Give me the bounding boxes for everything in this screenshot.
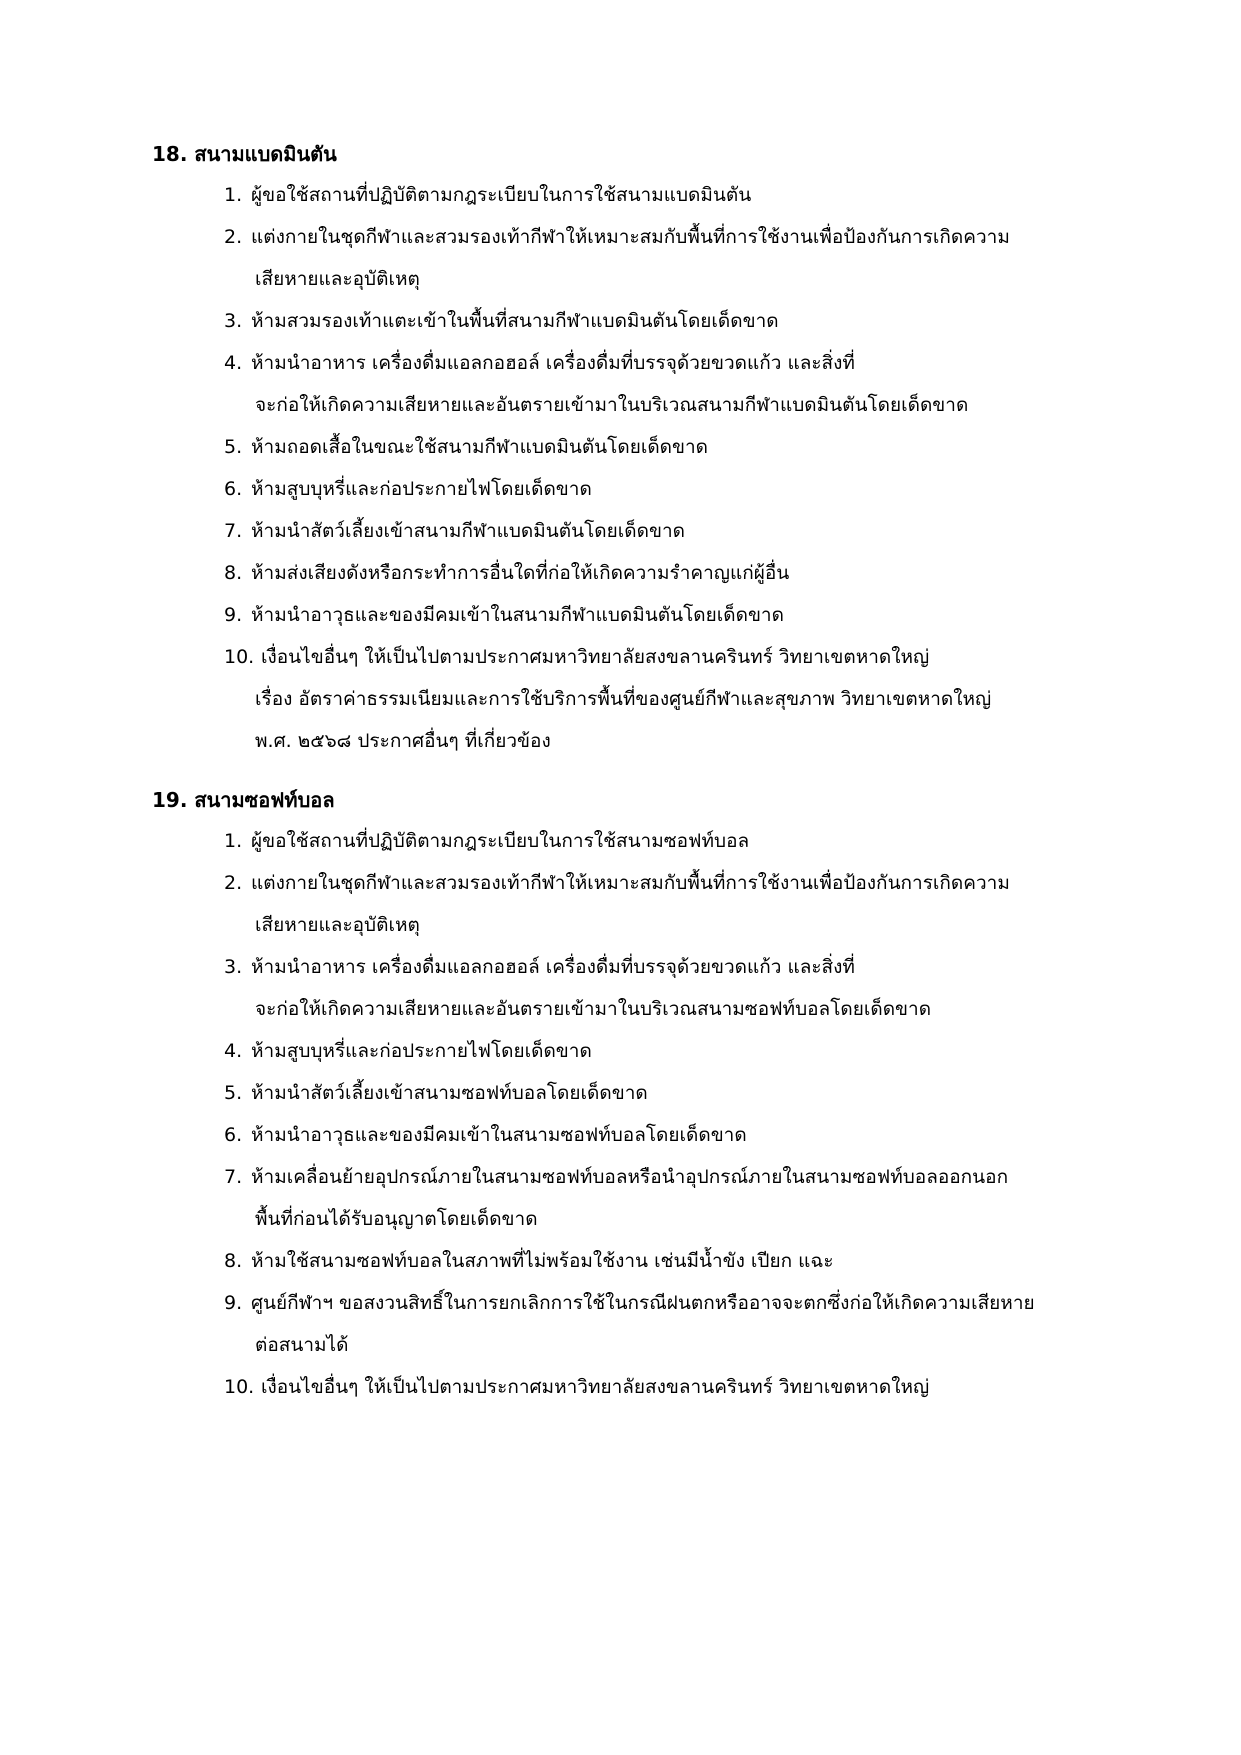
rule-number: 9. bbox=[224, 604, 243, 626]
rule-number: 5. bbox=[224, 436, 243, 458]
rule-text: ห้ามนำอาวุธและของมีคมเข้าในสนามซอฟท์บอลโดยเด็ดขาด bbox=[251, 1124, 747, 1146]
rule-number: 2. bbox=[224, 872, 243, 894]
rule-number: 6. bbox=[224, 1124, 243, 1146]
rule-number: 8. bbox=[224, 562, 243, 584]
rule-number: 10. bbox=[224, 646, 255, 668]
rule-text-continuation: จะก่อให้เกิดความเสียหายและอันตรายเข้ามาในบริเวณสนามซอฟท์บอลโดยเด็ดขาด bbox=[255, 998, 932, 1020]
rule-text: ผู้ขอใช้สถานที่ปฏิบัติตามกฎระเบียบในการใช้สนามซอฟท์บอล bbox=[251, 830, 750, 852]
rule-number: 8. bbox=[224, 1250, 243, 1272]
rule-number: 5. bbox=[224, 1082, 243, 1104]
rule-text-continuation: จะก่อให้เกิดความเสียหายและอันตรายเข้ามาในบริเวณสนามกีฬาแบดมินตันโดยเด็ดขาด bbox=[255, 394, 969, 416]
rule-number: 3. bbox=[224, 310, 243, 332]
rule-number: 6. bbox=[224, 478, 243, 500]
rule-number: 1. bbox=[224, 830, 243, 852]
rule-text: ห้ามสูบบุหรี่และก่อประกายไฟโดยเด็ดขาด bbox=[251, 1040, 592, 1062]
rule-text: ห้ามสวมรองเท้าแตะเข้าในพื้นที่สนามกีฬาแบดมินตันโดยเด็ดขาด bbox=[251, 310, 779, 332]
rule-text: แต่งกายในชุดกีฬาและสวมรองเท้ากีฬาให้เหมาะสมกับพื้นที่การใช้งานเพื่อป้องกันการเกิดความ bbox=[251, 226, 1010, 248]
rule-text: เงื่อนไขอื่นๆ ให้เป็นไปตามประกาศมหาวิทยาลัยสงขลานครินทร์ วิทยาเขตหาดใหญ่ bbox=[261, 646, 930, 668]
rule-text: ห้ามส่งเสียงดังหรือกระทำการอื่นใดที่ก่อให้เกิดความรำคาญแก่ผู้อื่น bbox=[251, 562, 790, 584]
rule-text: ห้ามนำอาหาร เครื่องดื่มแอลกอฮอล์ เครื่องดื่มที่บรรจุด้วยขวดแก้ว และสิ่งที่ bbox=[251, 956, 855, 978]
rule-text-continuation: พื้นที่ก่อนได้รับอนุญาตโดยเด็ดขาด bbox=[255, 1208, 538, 1230]
rule-text: เงื่อนไขอื่นๆ ให้เป็นไปตามประกาศมหาวิทยาลัยสงขลานครินทร์ วิทยาเขตหาดใหญ่ bbox=[261, 1376, 930, 1398]
rule-text: ห้ามเคลื่อนย้ายอุปกรณ์ภายในสนามซอฟท์บอลหรือนำอุปกรณ์ภายในสนามซอฟท์บอลออกนอก bbox=[251, 1166, 1009, 1188]
rule-number: 7. bbox=[224, 520, 243, 542]
rule-text: ห้ามนำอาหาร เครื่องดื่มแอลกอฮอล์ เครื่องดื่มที่บรรจุด้วยขวดแก้ว และสิ่งที่ bbox=[251, 352, 855, 374]
rule-number: 7. bbox=[224, 1166, 243, 1188]
rule-text-continuation: เรื่อง อัตราค่าธรรมเนียมและการใช้บริการพื้นที่ของศูนย์กีฬาและสุขภาพ วิทยาเขตหาดใหญ่ bbox=[255, 688, 992, 710]
rule-number: 4. bbox=[224, 1040, 243, 1062]
rule-text: แต่งกายในชุดกีฬาและสวมรองเท้ากีฬาให้เหมาะสมกับพื้นที่การใช้งานเพื่อป้องกันการเกิดความ bbox=[251, 872, 1010, 894]
rule-text: ห้ามนำสัตว์เลี้ยงเข้าสนามกีฬาแบดมินตันโดยเด็ดขาด bbox=[251, 520, 685, 542]
rule-text: ศูนย์กีฬาฯ ขอสงวนสิทธิ์ในการยกเลิกการใช้ในกรณีฝนตกหรืออาจจะตกซึ่งก่อให้เกิดความเสียหาย bbox=[251, 1292, 1035, 1314]
section-title: 18. สนามแบดมินตัน bbox=[152, 142, 337, 166]
rule-text: ห้ามสูบบุหรี่และก่อประกายไฟโดยเด็ดขาด bbox=[251, 478, 592, 500]
rule-number: 2. bbox=[224, 226, 243, 248]
rule-number: 1. bbox=[224, 184, 243, 206]
rule-text: ห้ามนำอาวุธและของมีคมเข้าในสนามกีฬาแบดมินตันโดยเด็ดขาด bbox=[251, 604, 784, 626]
rule-number: 10. bbox=[224, 1376, 255, 1398]
rule-text-continuation: เสียหายและอุบัติเหตุ bbox=[255, 268, 420, 290]
rule-text: ผู้ขอใช้สถานที่ปฏิบัติตามกฎระเบียบในการใช้สนามแบดมินตัน bbox=[251, 184, 752, 206]
rule-text-continuation: เสียหายและอุบัติเหตุ bbox=[255, 914, 420, 936]
rule-number: 4. bbox=[224, 352, 243, 374]
rule-number: 9. bbox=[224, 1292, 243, 1314]
rule-text: ห้ามถอดเสื้อในขณะใช้สนามกีฬาแบดมินตันโดยเด็ดขาด bbox=[251, 436, 709, 458]
section-title: 19. สนามซอฟท์บอล bbox=[152, 788, 335, 812]
rule-text: ห้ามนำสัตว์เลี้ยงเข้าสนามซอฟท์บอลโดยเด็ดขาด bbox=[251, 1082, 648, 1104]
rule-text: ห้ามใช้สนามซอฟท์บอลในสภาพที่ไม่พร้อมใช้งาน เช่นมีน้ำขัง เปียก แฉะ bbox=[251, 1250, 834, 1272]
rule-text-continuation: ต่อสนามได้ bbox=[255, 1334, 349, 1356]
rule-text-continuation: พ.ศ. ๒๕๖๘ ประกาศอื่นๆ ที่เกี่ยวข้อง bbox=[255, 730, 551, 752]
rule-number: 3. bbox=[224, 956, 243, 978]
